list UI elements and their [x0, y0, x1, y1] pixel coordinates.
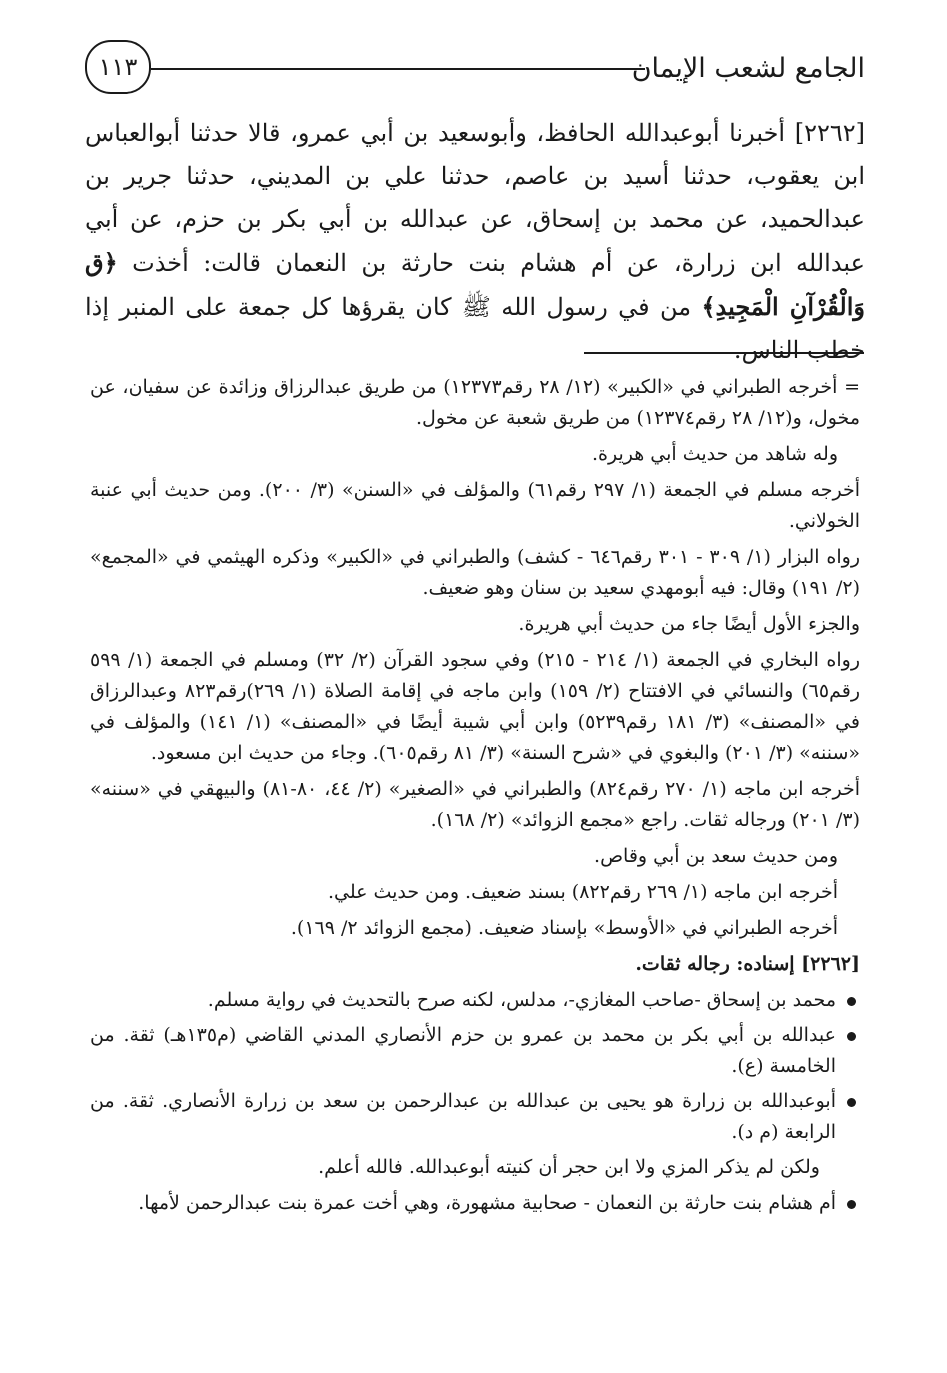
list-item	[90, 1086, 856, 1148]
isnad-section-title: [٢٢٦٢] إسناده: رجاله ثقات.	[635, 953, 860, 975]
footnotes	[90, 372, 860, 1223]
bullet-icon	[847, 997, 856, 1006]
footnote-paragraph: = أخرجه الطبراني في «الكبير» (١٢/ ٢٨ رقم١٢٣٧٣) من طريق عبدالرزاق وزائدة عن سفيان، عن مخول، و(١٢/ ٢٨ رقم١٢٣٧٤) من طريق شعبة عن مخول.	[90, 376, 860, 429]
footnote-paragraph: أخرجه الطبراني في «الأوسط» بإسناد ضعيف. (مجمع الزوائد ٢/ ١٦٩).	[290, 917, 838, 939]
footnote-paragraph: أخرجه ابن ماجه (١/ ٢٧٠ رقم٨٢٤) والطبراني في «الصغير» (٢/ ٤٤، ٨٠-٨١) والبيهقي في «سننه» (٣/ ٢٠١) ورجاله ثقات. راجع «مجمع الزوائد» (٢/ ١٦٨).	[90, 778, 860, 831]
running-title: الجامع لشعب الإيمان	[631, 53, 865, 84]
bullet-icon	[847, 1200, 856, 1209]
footnote-paragraph: ولكن لم يذكر المزي ولا ابن حجر أن كنيته أبوعبدالله. فالله أعلم.	[318, 1156, 820, 1178]
footnote-paragraph: أخرجه مسلم في الجمعة (١/ ٢٩٧ رقم٦١) والمؤلف في «السنن» (٣/ ٢٠٠). ومن حديث أبي عنبة الخولاني.	[90, 479, 860, 532]
list-item-text: أبوعبدالله بن زرارة هو يحيى بن عبدالله بن عبدالرحمن بن سعد بن زرارة الأنصاري. ثقة. من الرابعة (م د).	[90, 1090, 836, 1143]
page-number: ١١٣	[85, 40, 151, 94]
footnote-separator	[584, 352, 864, 354]
footnote-paragraph: رواه البزار (١/ ٣٠٩ - ٣٠١ رقم٦٤٦ - كشف) والطبراني في «الكبير» وذكره الهيثمي في «المجمع» (٢/ ١٩١) وقال: فيه أبومهدي سعيد بن سنان وهو ضعيف.	[90, 546, 861, 599]
hadith-text	[85, 112, 865, 372]
footnote-paragraph: رواه البخاري في الجمعة (١/ ٢١٤ - ٢١٥) وفي سجود القرآن (٢/ ٣٢) ومسلم في الجمعة (١/ ٥٩٩ رقم٦٥) والنسائي في الافتتاح (٢/ ١٥٩) وابن ماجه في إقامة الصلاة (١/ ٢٦٩)رقم٨٢٣ وعبدالرزاق في «المصنف» (٣/ ١٨١ رقم٥٢٣٩) وابن أبي شيبة أيضًا في «المصنف» (١/ ١٤١) والمؤلف في «سننه» (٣/ ٢٠١) والبغوي في «شرح السنة» (٣/ ٨١ رقم٦٠٥). وجاء من حديث ابن مسعود.	[90, 649, 861, 764]
hadith-matn: من في رسول الله ﷺ كان يقرؤها كل جمعة على المنبر إذا خطب الناس.	[85, 293, 865, 364]
narrator-list-continued	[90, 1188, 860, 1219]
footnote-paragraph: أخرجه ابن ماجه (١/ ٢٦٩ رقم٨٢٢) بسند ضعيف. ومن حديث علي.	[327, 881, 838, 903]
hadith-isnad: [٢٢٦٢] أخبرنا أبوعبدالله الحافظ، وأبوسعيد بن أبي عمرو، قالا حدثنا أبوالعباس ابن يعقوب، حدثنا أسيد بن عاصم، حدثنا علي بن المديني، حدثنا جرير بن عبدالحميد، عن محمد بن إسحاق، عن عبدالله بن أبي بكر بن حزم، عن أبي عبدالله ابن زرارة، عن أم هشام بنت حارثة بن النعمان قالت: أخذت	[85, 119, 866, 277]
list-item-text: عبدالله بن أبي بكر بن محمد بن عمرو بن حزم الأنصاري المدني القاضي (م١٣٥هـ) ثقة. من الخامسة (ع).	[90, 1024, 836, 1077]
footnote-paragraph: ومن حديث سعد بن أبي وقاص.	[594, 845, 838, 867]
bullet-icon	[847, 1032, 856, 1041]
list-item	[90, 1188, 856, 1219]
narrator-list	[90, 985, 860, 1148]
footnote-paragraph: وله شاهد من حديث أبي هريرة.	[591, 443, 838, 465]
list-item-text: أم هشام بنت حارثة بن النعمان - صحابية مشهورة، وهي أخت عمرة بنت عبدالرحمن لأمها.	[138, 1192, 836, 1214]
quran-quote: ﴿ق وَالْقُرْآنِ الْمَجِيدِ﴾	[85, 248, 865, 321]
bullet-icon	[847, 1098, 856, 1107]
footnote-paragraph: والجزء الأول أيضًا جاء من حديث أبي هريرة.	[518, 613, 860, 635]
list-item-text: محمد بن إسحاق -صاحب المغازي-، مدلس، لكنه صرح بالتحديث في رواية مسلم.	[207, 989, 836, 1011]
header-rule	[151, 68, 645, 70]
list-item	[90, 985, 856, 1016]
page-header	[85, 38, 865, 100]
list-item	[90, 1020, 856, 1082]
